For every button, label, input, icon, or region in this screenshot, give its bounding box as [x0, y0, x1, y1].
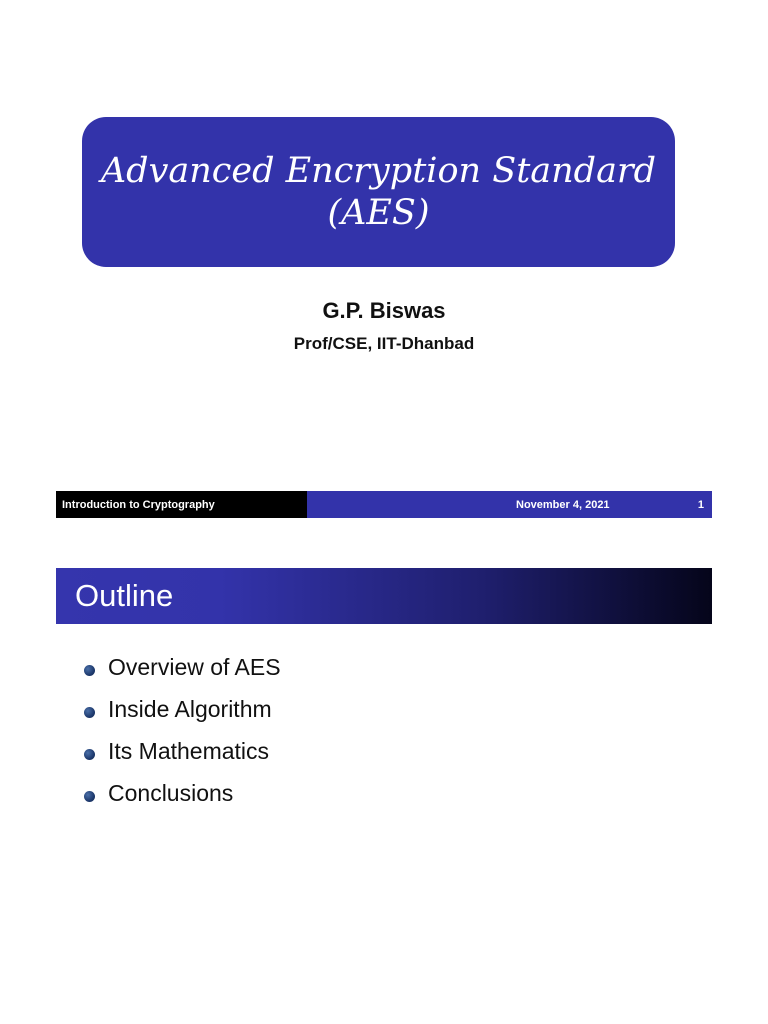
footer-course-title: Introduction to Cryptography: [62, 498, 215, 511]
footer-course-panel: [56, 491, 307, 518]
slide-footer: [56, 491, 712, 518]
list-item: [84, 688, 281, 730]
bullet-dot-icon: [84, 707, 95, 718]
footer-page-number: 1: [697, 498, 704, 511]
outline-heading-bar: [56, 568, 712, 624]
list-item-label: Conclusions: [108, 779, 234, 806]
slide-title-box: [82, 117, 675, 267]
outline-heading: Outline: [75, 578, 174, 613]
bullet-dot-icon: [84, 665, 95, 676]
list-item-label: Inside Algorithm: [108, 695, 272, 722]
bullet-dot-icon: [84, 791, 95, 802]
slide-title-line-1: Advanced Encryption Standard: [100, 151, 657, 191]
outline-list: [84, 646, 281, 814]
footer-info-panel: [307, 491, 712, 518]
list-item: [84, 772, 281, 814]
slide-title-line-2: (AES): [327, 193, 430, 233]
list-item-label: Overview of AES: [108, 653, 281, 680]
list-item-label: Its Mathematics: [108, 737, 270, 764]
list-item: [84, 730, 281, 772]
author-name: G.P. Biswas: [322, 298, 446, 323]
footer-date: November 4, 2021: [516, 498, 610, 511]
list-item: [84, 646, 281, 688]
author-affiliation: Prof/CSE, IIT-Dhanbad: [293, 334, 475, 353]
bullet-dot-icon: [84, 749, 95, 760]
